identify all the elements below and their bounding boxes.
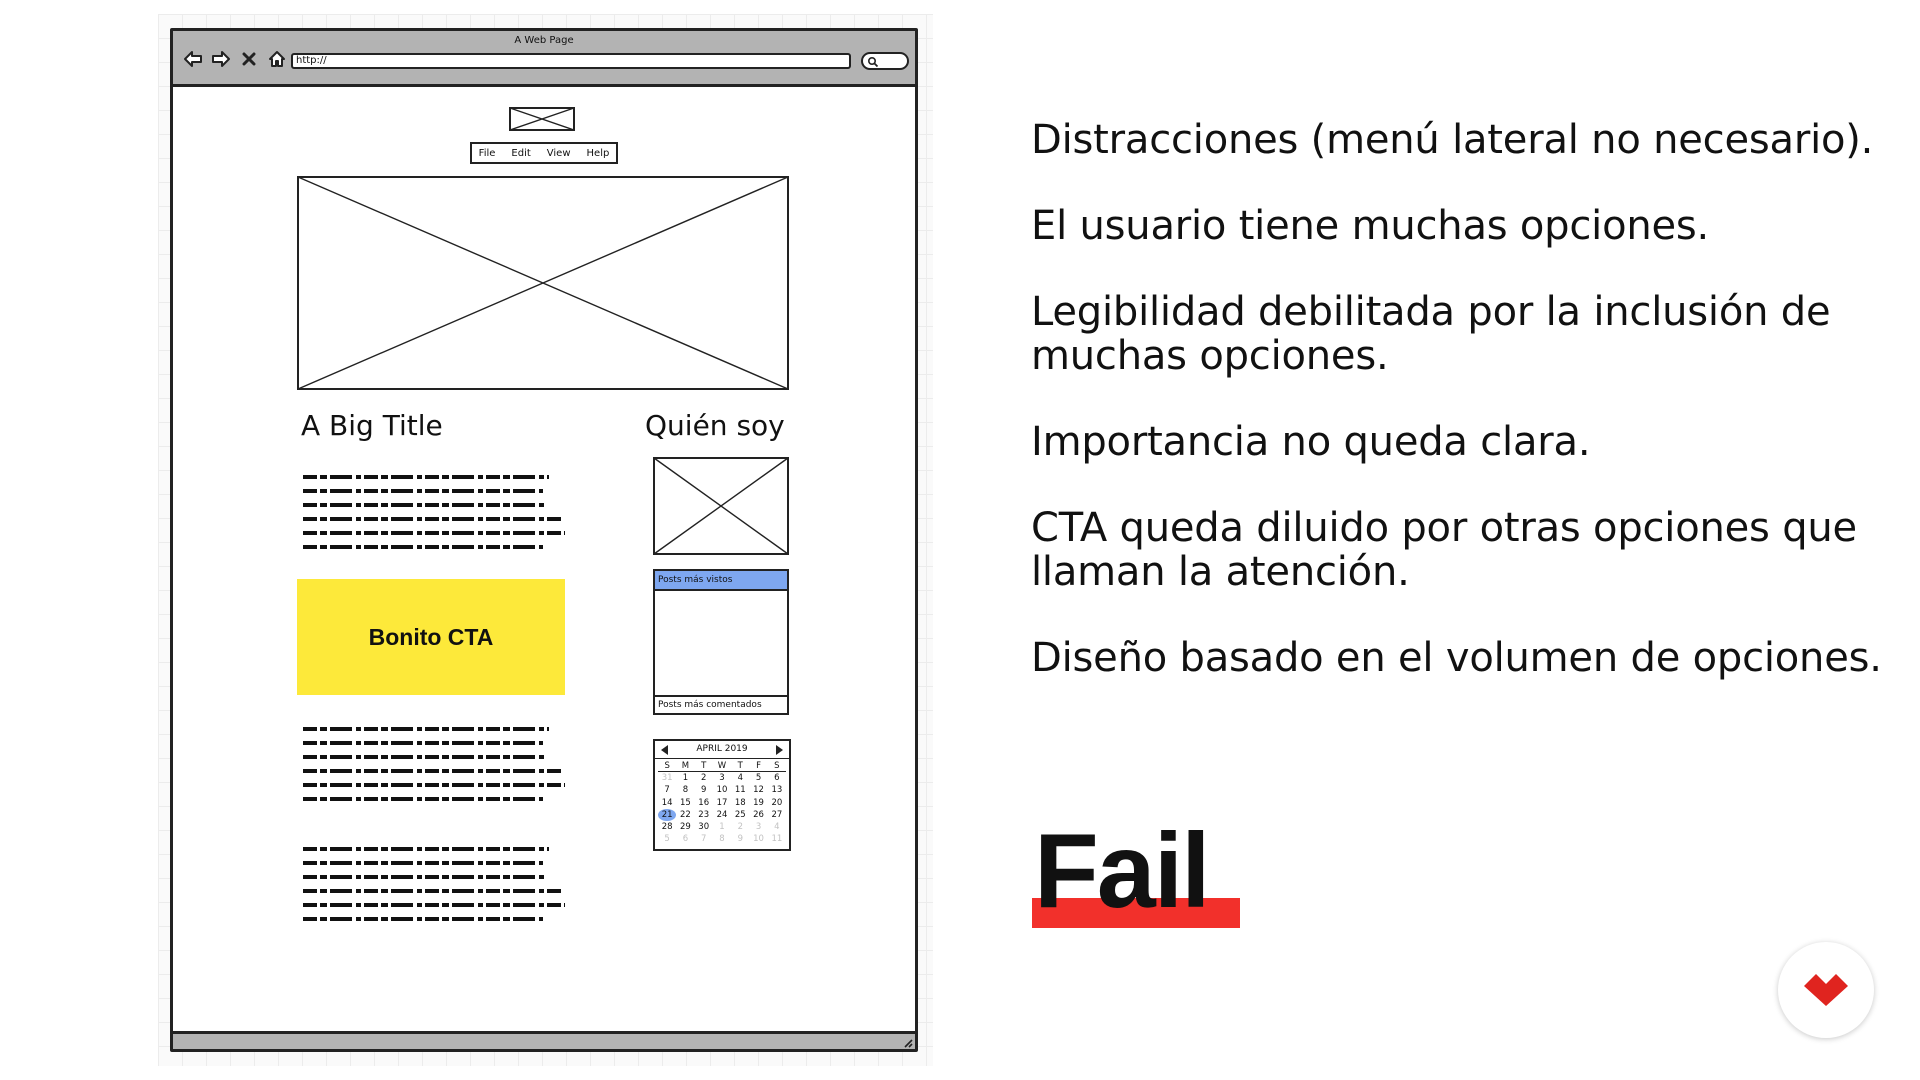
fail-label: Fail xyxy=(1034,812,1209,930)
scribbled-text-block xyxy=(301,723,571,815)
fail-verdict xyxy=(1032,812,1240,930)
calendar-day[interactable]: 30 xyxy=(698,822,710,833)
calendar-day[interactable]: 26 xyxy=(753,809,764,820)
menu-item-edit[interactable]: Edit xyxy=(511,147,531,159)
calendar-day[interactable]: 6 xyxy=(682,834,689,845)
calendar-day[interactable]: 25 xyxy=(734,809,746,820)
calendar-day[interactable]: 8 xyxy=(682,785,689,796)
calendar-day[interactable]: 31 xyxy=(661,773,673,783)
calendar-day[interactable]: 2 xyxy=(700,773,707,783)
calendar-day[interactable]: 9 xyxy=(700,785,707,796)
calendar-day[interactable]: 7 xyxy=(664,785,670,796)
calendar-day[interactable]: 3 xyxy=(755,822,762,833)
menu-item-help[interactable]: Help xyxy=(586,147,610,159)
critique-notes xyxy=(1031,118,1891,722)
browser-toolbar xyxy=(173,31,915,87)
scribbled-text-block xyxy=(301,843,571,935)
calendar-day[interactable]: 19 xyxy=(753,797,764,808)
search-icon xyxy=(867,56,879,68)
note-item: Diseño basado en el volumen de opciones. xyxy=(1031,635,1882,681)
calendar-day[interactable]: 5 xyxy=(664,834,670,845)
back-arrow-icon[interactable] xyxy=(183,49,203,69)
calendar-day[interactable]: 7 xyxy=(700,834,707,845)
scribbled-text-block xyxy=(301,471,571,563)
calendar-day[interactable]: 1 xyxy=(682,773,689,783)
calendar-day[interactable]: 10 xyxy=(753,834,764,845)
note-item: CTA queda diluido por otras opciones que llaman la atención. xyxy=(1031,505,1857,595)
calendar-day-selected[interactable]: 21 xyxy=(658,809,676,821)
calendar-day[interactable]: 8 xyxy=(719,834,725,845)
cta-button[interactable]: Bonito CTA xyxy=(297,579,565,695)
posts-most-commented-footer[interactable]: Posts más comentados xyxy=(655,695,787,713)
page-big-title: A Big Title xyxy=(301,409,443,442)
calendar-weekday: T xyxy=(695,760,713,772)
calendar-day[interactable]: 17 xyxy=(716,797,728,808)
calendar-day[interactable]: 2 xyxy=(737,822,743,833)
sidebar-title: Quién soy xyxy=(645,409,785,442)
calendar-day[interactable]: 24 xyxy=(716,809,728,820)
calendar-day[interactable]: 13 xyxy=(771,785,783,796)
browser-wireframe xyxy=(170,28,918,1052)
calendar-grid xyxy=(655,759,789,846)
placeholder-image-icon xyxy=(297,176,789,390)
stop-icon[interactable] xyxy=(239,49,259,69)
calendar-day[interactable]: 10 xyxy=(716,785,728,796)
placeholder-image-icon xyxy=(509,107,575,131)
calendar-month-label: APRIL 2019 xyxy=(696,744,748,754)
calendar-weekday: S xyxy=(658,760,676,772)
browser-window-title: A Web Page xyxy=(514,35,574,46)
calendar-prev-icon[interactable] xyxy=(661,745,668,755)
calendar-day[interactable]: 18 xyxy=(734,797,746,808)
calendar-day[interactable]: 5 xyxy=(755,773,762,783)
note-item: Legibilidad debilitada por la inclusión de muchas opciones. xyxy=(1031,289,1831,379)
menu-item-file[interactable]: File xyxy=(478,147,496,159)
note-item: Importancia no queda clara. xyxy=(1031,419,1591,465)
posts-most-viewed-header[interactable]: Posts más vistos xyxy=(655,571,787,591)
calendar-day[interactable]: 9 xyxy=(737,834,743,845)
url-input[interactable]: http:// xyxy=(291,53,851,69)
note-item: El usuario tiene muchas opciones. xyxy=(1031,203,1710,249)
calendar-day[interactable]: 28 xyxy=(661,822,673,833)
calendar-next-icon[interactable] xyxy=(776,745,783,755)
calendar-day[interactable]: 11 xyxy=(771,834,783,845)
calendar-day[interactable]: 29 xyxy=(680,822,691,833)
calendar-day[interactable]: 6 xyxy=(774,773,780,783)
calendar-day[interactable]: 4 xyxy=(737,773,743,783)
brand-badge[interactable] xyxy=(1778,942,1874,1038)
calendar-weekday: S xyxy=(768,760,786,772)
placeholder-image-icon xyxy=(653,457,789,555)
calendar-weekday: T xyxy=(731,760,749,772)
calendar-day[interactable]: 1 xyxy=(719,822,725,833)
note-item: Distracciones (menú lateral no necesario). xyxy=(1031,117,1874,163)
calendar-day[interactable]: 27 xyxy=(771,809,783,820)
calendar-day[interactable]: 11 xyxy=(734,785,746,796)
resize-grip-icon[interactable] xyxy=(901,1036,913,1048)
calendar-day[interactable]: 3 xyxy=(719,773,725,783)
browser-status-bar xyxy=(173,1031,915,1049)
calendar-day[interactable]: 14 xyxy=(661,797,673,808)
calendar-day[interactable]: 15 xyxy=(680,797,691,808)
calendar-widget xyxy=(653,739,791,851)
calendar-day[interactable]: 16 xyxy=(698,797,710,808)
calendar-weekday: F xyxy=(749,760,767,772)
calendar-weekday: M xyxy=(676,760,694,772)
menu-item-view[interactable]: View xyxy=(546,147,571,159)
browser-nav-icons xyxy=(183,49,287,69)
calendar-day[interactable]: 22 xyxy=(680,809,691,820)
calendar-header xyxy=(655,741,789,759)
home-icon[interactable] xyxy=(267,49,287,69)
calendar-day[interactable]: 12 xyxy=(753,785,764,796)
calendar-weekday: W xyxy=(713,760,731,772)
posts-widget xyxy=(653,569,789,715)
calendar-day[interactable]: 4 xyxy=(774,822,780,833)
forward-arrow-icon[interactable] xyxy=(211,49,231,69)
calendar-day[interactable]: 20 xyxy=(771,797,783,808)
browser-search-field[interactable] xyxy=(861,52,909,70)
brand-logo-icon xyxy=(1802,972,1850,1006)
site-menu xyxy=(470,142,618,164)
calendar-day[interactable]: 23 xyxy=(698,809,710,820)
